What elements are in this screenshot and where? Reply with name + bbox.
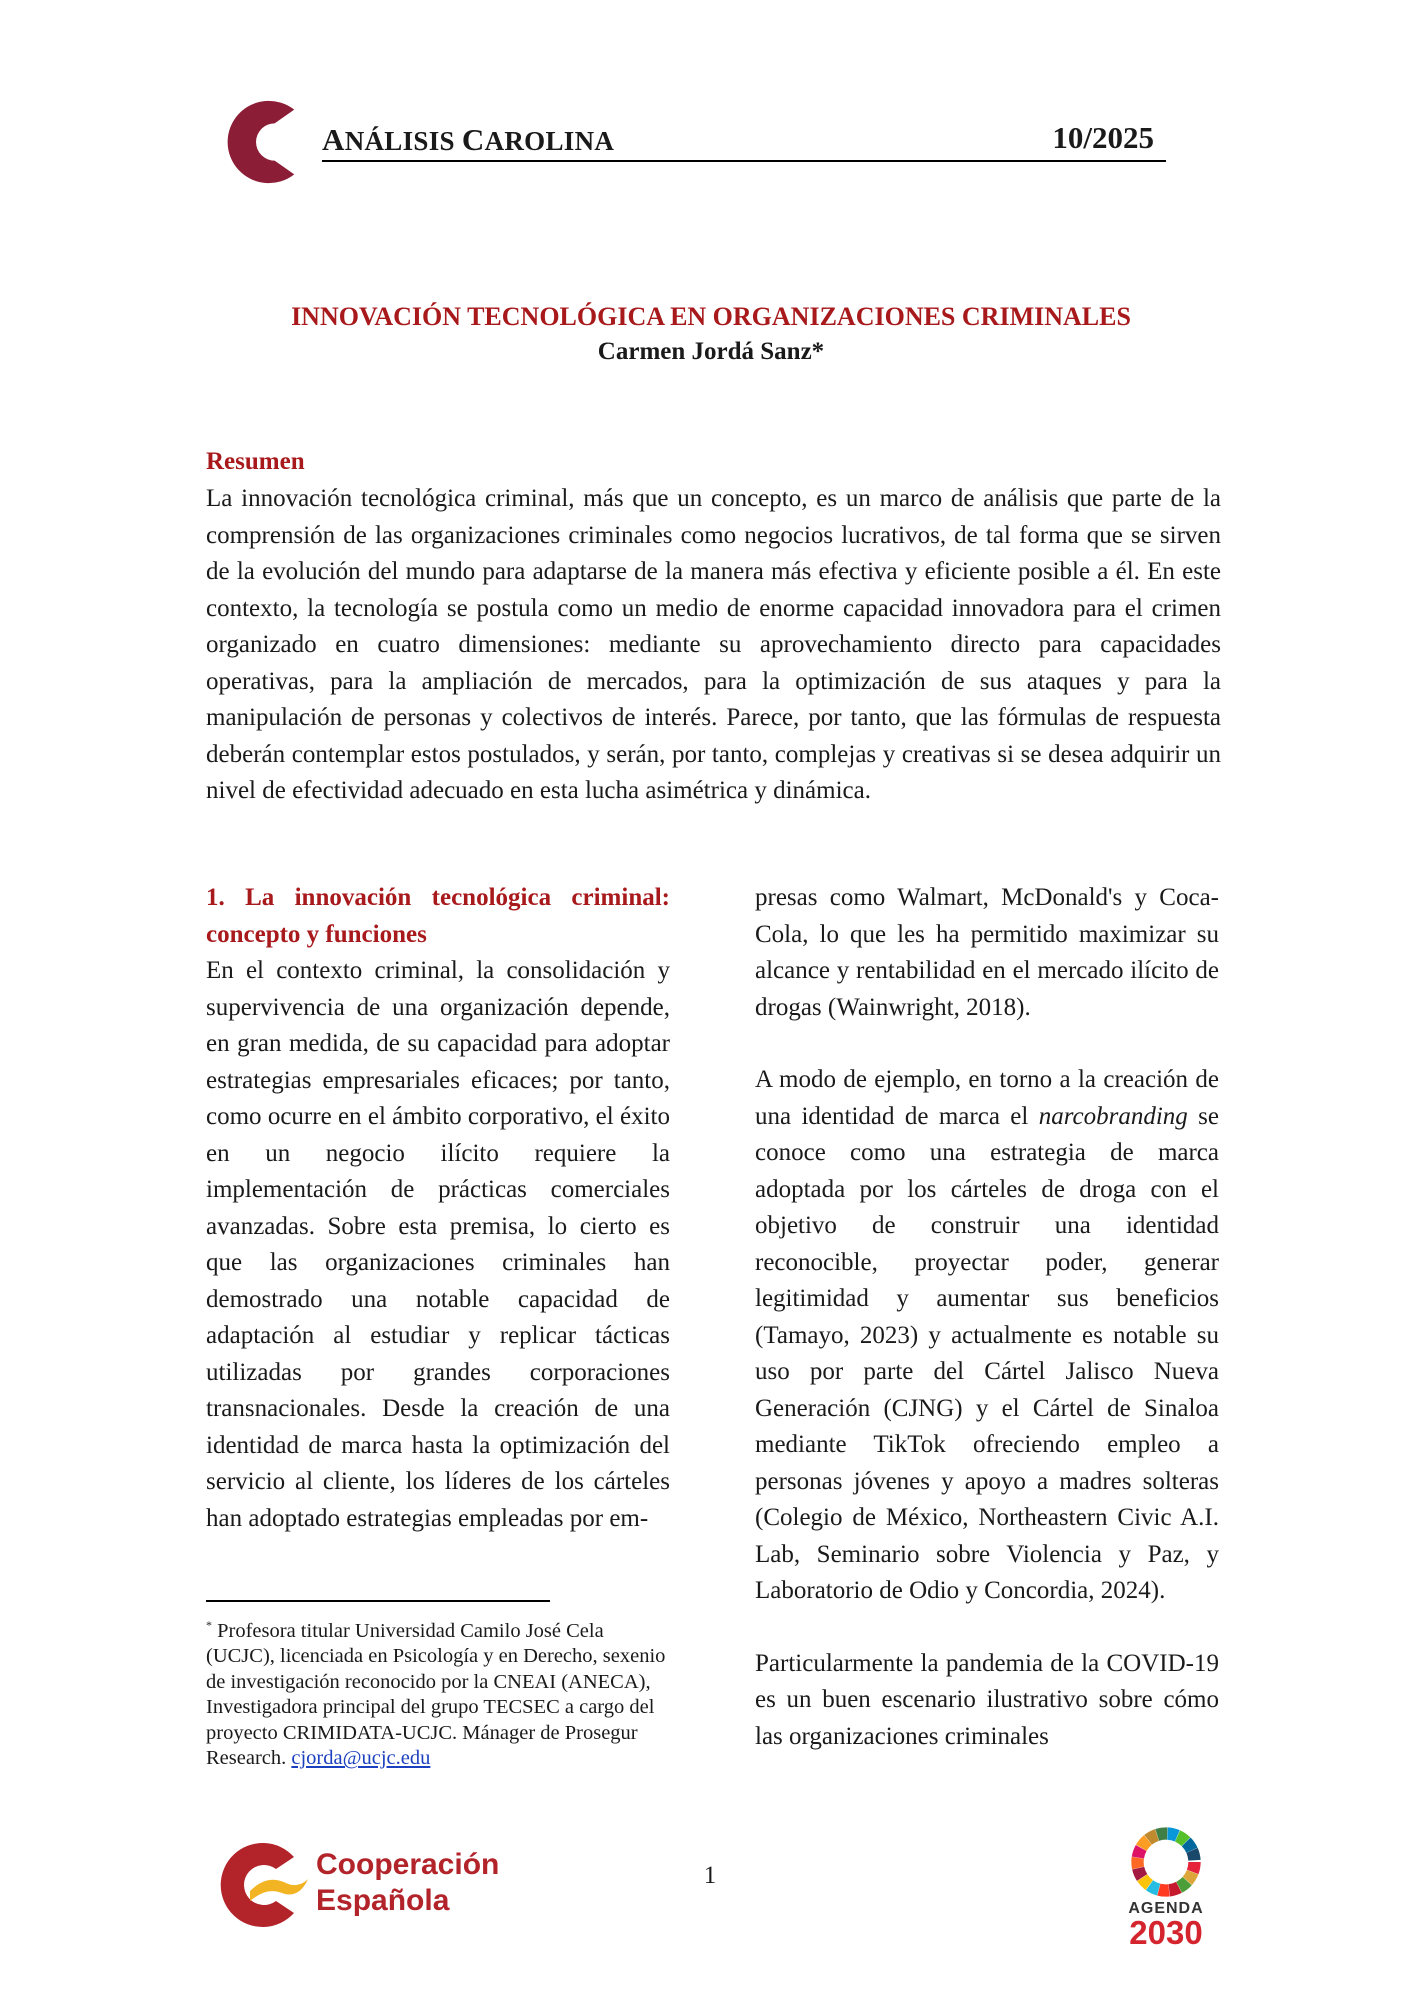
issue-number: 10/2025 bbox=[1052, 120, 1154, 155]
left-column bbox=[206, 880, 670, 1537]
agenda-year: 2030 bbox=[1129, 1914, 1203, 1951]
section-heading: 1. La innovación tecnológica criminal: concepto y funciones bbox=[206, 884, 670, 948]
header-divider bbox=[322, 160, 1166, 162]
footnote bbox=[206, 1613, 670, 1772]
sdg-wheel-icon bbox=[1128, 1824, 1204, 1900]
cooperacion-espanola-logo-icon bbox=[210, 1835, 310, 1935]
left-paragraph: En el contexto criminal, la consolidación y supervivencia de una organización depende, en gran medida, de su capacidad para adoptar estrategias empresariales eficaces; por tanto, como ocurre en el ámbito corporativo, el éxito en un negocio ilícito requiere la implementación de prácticas comerciales avanzadas. Sobre esta premisa, lo cierto es que las organizaciones criminales han demostrado una notable capacidad de adaptación al estudiar y replicar tácticas utilizadas por grandes corporaciones transnacionales. Desde la creación de una identidad de marca hasta la optimización del servicio al cliente, los líderes de los cárteles han adoptado estrategias empleadas por em- bbox=[206, 957, 670, 1532]
footnote-email-link[interactable]: cjorda@ucjc.edu bbox=[291, 1747, 431, 1770]
page-number: 1 bbox=[703, 1862, 717, 1889]
series-title: ANÁLISIS CAROLINA bbox=[322, 122, 615, 157]
footnote-text: Profesora titular Universidad Camilo José Cela (UCJC), licenciada en Psicología y en Derecho, sexenio de investigación reconocido por la CNEAI (ANECA), Investigadora principal del grupo TECSEC a cargo del proyecto CRIMIDATA-UCJC. Mánager de Prosegur Research. bbox=[206, 1619, 666, 1770]
right-paragraph-2: A modo de ejemplo, en torno a la creación de una identidad de marca el narcobranding se conoce como una estrategia de marca adoptada por los cárteles de droga con el objetivo de construir una identidad reconocible, proyectar poder, generar legitimidad y aumentar sus beneficios (Tamayo, 2023) y actualmente es notable su uso por parte del Cártel Jalisco Nueva Generación (CJNG) y el Cártel de Sinaloa mediante TikTok ofreciendo empleo a personas jóvenes y apoyo a madres solteras (Colegio de México, Northeastern Civic A.I. Lab, Seminario sobre Violencia y Paz, y Laboratorio de Odio y Concordia, 2024). bbox=[755, 1066, 1219, 1604]
right-paragraph-1: presas como Walmart, McDonald's y Coca-Cola, lo que les ha permitido maximizar su alcance y rentabilidad en el mercado ilícito de drogas (Wainwright, 2018). bbox=[755, 884, 1219, 1021]
article-author: Carmen Jordá Sanz* bbox=[597, 338, 825, 365]
cooperacion-espanola-wordmark: Cooperación Española bbox=[316, 1848, 500, 1917]
right-paragraph-3: Particularmente la pandemia de la COVID-19 es un buen escenario ilustrativo sobre cómo las organizaciones criminales bbox=[755, 1649, 1219, 1750]
abstract-text: La innovación tecnológica criminal, más que un concepto, es un marco de análisis que parte de la comprensión de las organizaciones criminales como negocios lucrativos, de tal forma que se sirven de la evolución del mundo para adaptarse de la manera más efectiva y eficiente posible a él. En este contexto, la tecnología se postula como un medio de enorme capacidad innovadora para el crimen organizado en cuatro dimensiones: mediante su aprovechamiento directo para capacidades operativas, para la ampliación de mercados, para la optimización de sus ataques y para la manipulación de personas y colectivos de interés. Parece, por tanto, que las fórmulas de respuesta deberán contemplar estos postulados, y serán, por tanto, complejas y creativas si se desea adquirir un nivel de efectividad adecuado en esta lucha asimétrica y dinámica. bbox=[206, 485, 1221, 804]
agenda-label: AGENDA bbox=[1128, 1900, 1204, 1917]
italic-term: narcobranding bbox=[1038, 1102, 1188, 1130]
abstract-heading: Resumen bbox=[206, 448, 305, 475]
footnote-divider bbox=[206, 1600, 550, 1602]
article-title: INNOVACIÓN TECNOLÓGICA EN ORGANIZACIONES CRIMINALES bbox=[291, 302, 1131, 331]
footnote-marker: * bbox=[206, 1618, 212, 1632]
right-column bbox=[755, 880, 1219, 1755]
carolina-c-logo-icon bbox=[208, 90, 306, 194]
